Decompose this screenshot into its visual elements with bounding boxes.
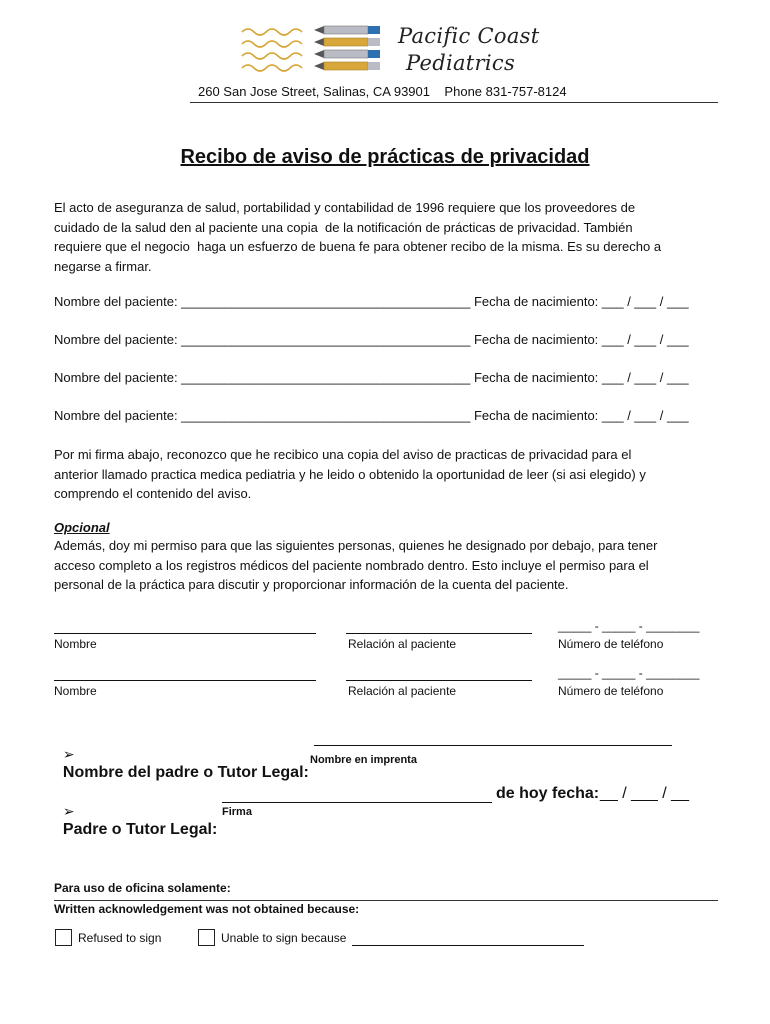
acknowledgement-line: comprendo el contenido del aviso. — [54, 486, 252, 501]
optional-line: personal de la práctica para discutir y proporcionar información de la cuenta del paciente. — [54, 577, 569, 592]
logo-wave-3 — [242, 53, 302, 59]
intro-line: cuidado de la salud den al paciente una copia de la notificación de prácticas de privacidad. También — [54, 219, 633, 235]
guardian-name-label: Nombre del padre o Tutor Legal: — [62, 764, 309, 781]
logo-wave-4 — [242, 65, 302, 71]
logo-pencil-4 — [314, 62, 380, 70]
authorized-phone-caption: Número de teléfono — [558, 684, 664, 698]
authorized-name-line-1[interactable] — [54, 633, 316, 634]
guardian-name-row — [54, 728, 309, 782]
acknowledgement-line: anterior llamado practica medica pediatria y he leido o obtenido la oportunidad de leer (si asi elegido) y — [54, 466, 646, 482]
office-divider — [54, 900, 718, 901]
brand-name-line-1: Pacific Coast — [398, 24, 540, 48]
optional-line: acceso completo a los registros médicos del paciente nombrado dentro. Esto incluye el permiso para el — [54, 557, 649, 573]
authorized-relation-caption: Relación al paciente — [348, 637, 457, 651]
intro-line: negarse a firmar. — [54, 258, 152, 274]
brand-name-line-2: Pediatrics — [406, 51, 516, 75]
optional-paragraph — [54, 536, 724, 595]
authorized-phone-caption: Número de teléfono — [558, 637, 664, 651]
logo-wave-1 — [242, 29, 302, 35]
intro-paragraph — [54, 198, 724, 276]
date-field[interactable]: __ / ___ / __ — [600, 785, 689, 802]
authorized-name-caption: Nombre — [54, 684, 97, 698]
arrow-bullet-icon: ➢ — [62, 804, 75, 820]
refused-to-sign-checkbox[interactable] — [55, 929, 72, 946]
logo-graphic — [238, 22, 388, 76]
office-use-subheading: Written acknowledgement was not obtained because: — [54, 902, 360, 916]
optional-heading: Opcional — [54, 520, 110, 535]
logo-pencil-2 — [314, 38, 380, 46]
intro-line: requiere que el negocio haga un esfuerzo de buena fe para obtener recibo de la misma. Es su derecho a — [54, 239, 662, 254]
guardian-signature-row — [54, 785, 217, 839]
logo-wave-2 — [242, 41, 302, 47]
guardian-signature-line[interactable] — [222, 802, 492, 803]
date-label: de hoy fecha: — [496, 785, 600, 802]
guardian-name-caption: Nombre en imprenta — [310, 754, 417, 766]
page-title: Recibo de aviso de prácticas de privacidad — [180, 146, 590, 168]
refused-to-sign-label: Refused to sign — [78, 931, 162, 945]
header-divider — [190, 102, 718, 103]
unable-to-sign-reason-line[interactable] — [352, 945, 584, 946]
logo-pencil-1 — [314, 26, 380, 34]
office-use-heading: Para uso de oficina solamente: — [54, 881, 231, 895]
acknowledgement-paragraph — [54, 445, 724, 504]
unable-to-sign-checkbox[interactable] — [198, 929, 215, 946]
unable-to-sign-label: Unable to sign because — [221, 931, 347, 945]
guardian-signature-caption: Firma — [222, 806, 252, 818]
authorized-name-caption: Nombre — [54, 637, 97, 651]
address-phone-line: 260 San Jose Street, Salinas, CA 93901 Phone 831-757-8124 — [198, 84, 567, 99]
guardian-name-line[interactable] — [314, 745, 672, 746]
authorized-relation-line-2[interactable] — [346, 680, 532, 681]
authorized-relation-line-1[interactable] — [346, 633, 532, 634]
guardian-signature-label: Padre o Tutor Legal: — [62, 821, 218, 838]
authorized-phone-line-1[interactable]: _____ - _____ - ________ — [558, 619, 700, 633]
logo-pencil-3 — [314, 50, 380, 58]
patient-row-1[interactable]: Nombre del paciente: ________________________________________ Fecha de nacimiento: ___ / ___ / ___ — [54, 294, 689, 309]
authorized-name-line-2[interactable] — [54, 680, 316, 681]
intro-line: El acto de aseguranza de salud, portabilidad y contabilidad de 1996 requiere que los proveedores de — [54, 200, 636, 215]
optional-line: Además, doy mi permiso para que las siguientes personas, quienes he designado por debajo, para tener — [54, 538, 658, 553]
authorized-relation-caption: Relación al paciente — [348, 684, 457, 698]
arrow-bullet-icon: ➢ — [62, 747, 75, 763]
patient-row-2[interactable]: Nombre del paciente: ________________________________________ Fecha de nacimiento: ___ / ___ / ___ — [54, 332, 689, 347]
authorized-phone-line-2[interactable]: _____ - _____ - ________ — [558, 666, 700, 680]
patient-row-3[interactable]: Nombre del paciente: ________________________________________ Fecha de nacimiento: ___ / ___ / ___ — [54, 370, 689, 385]
patient-row-4[interactable]: Nombre del paciente: ________________________________________ Fecha de nacimiento: ___ / ___ / ___ — [54, 408, 689, 423]
acknowledgement-line: Por mi firma abajo, reconozco que he recibico una copia del aviso de practicas de privacidad para el — [54, 447, 632, 462]
